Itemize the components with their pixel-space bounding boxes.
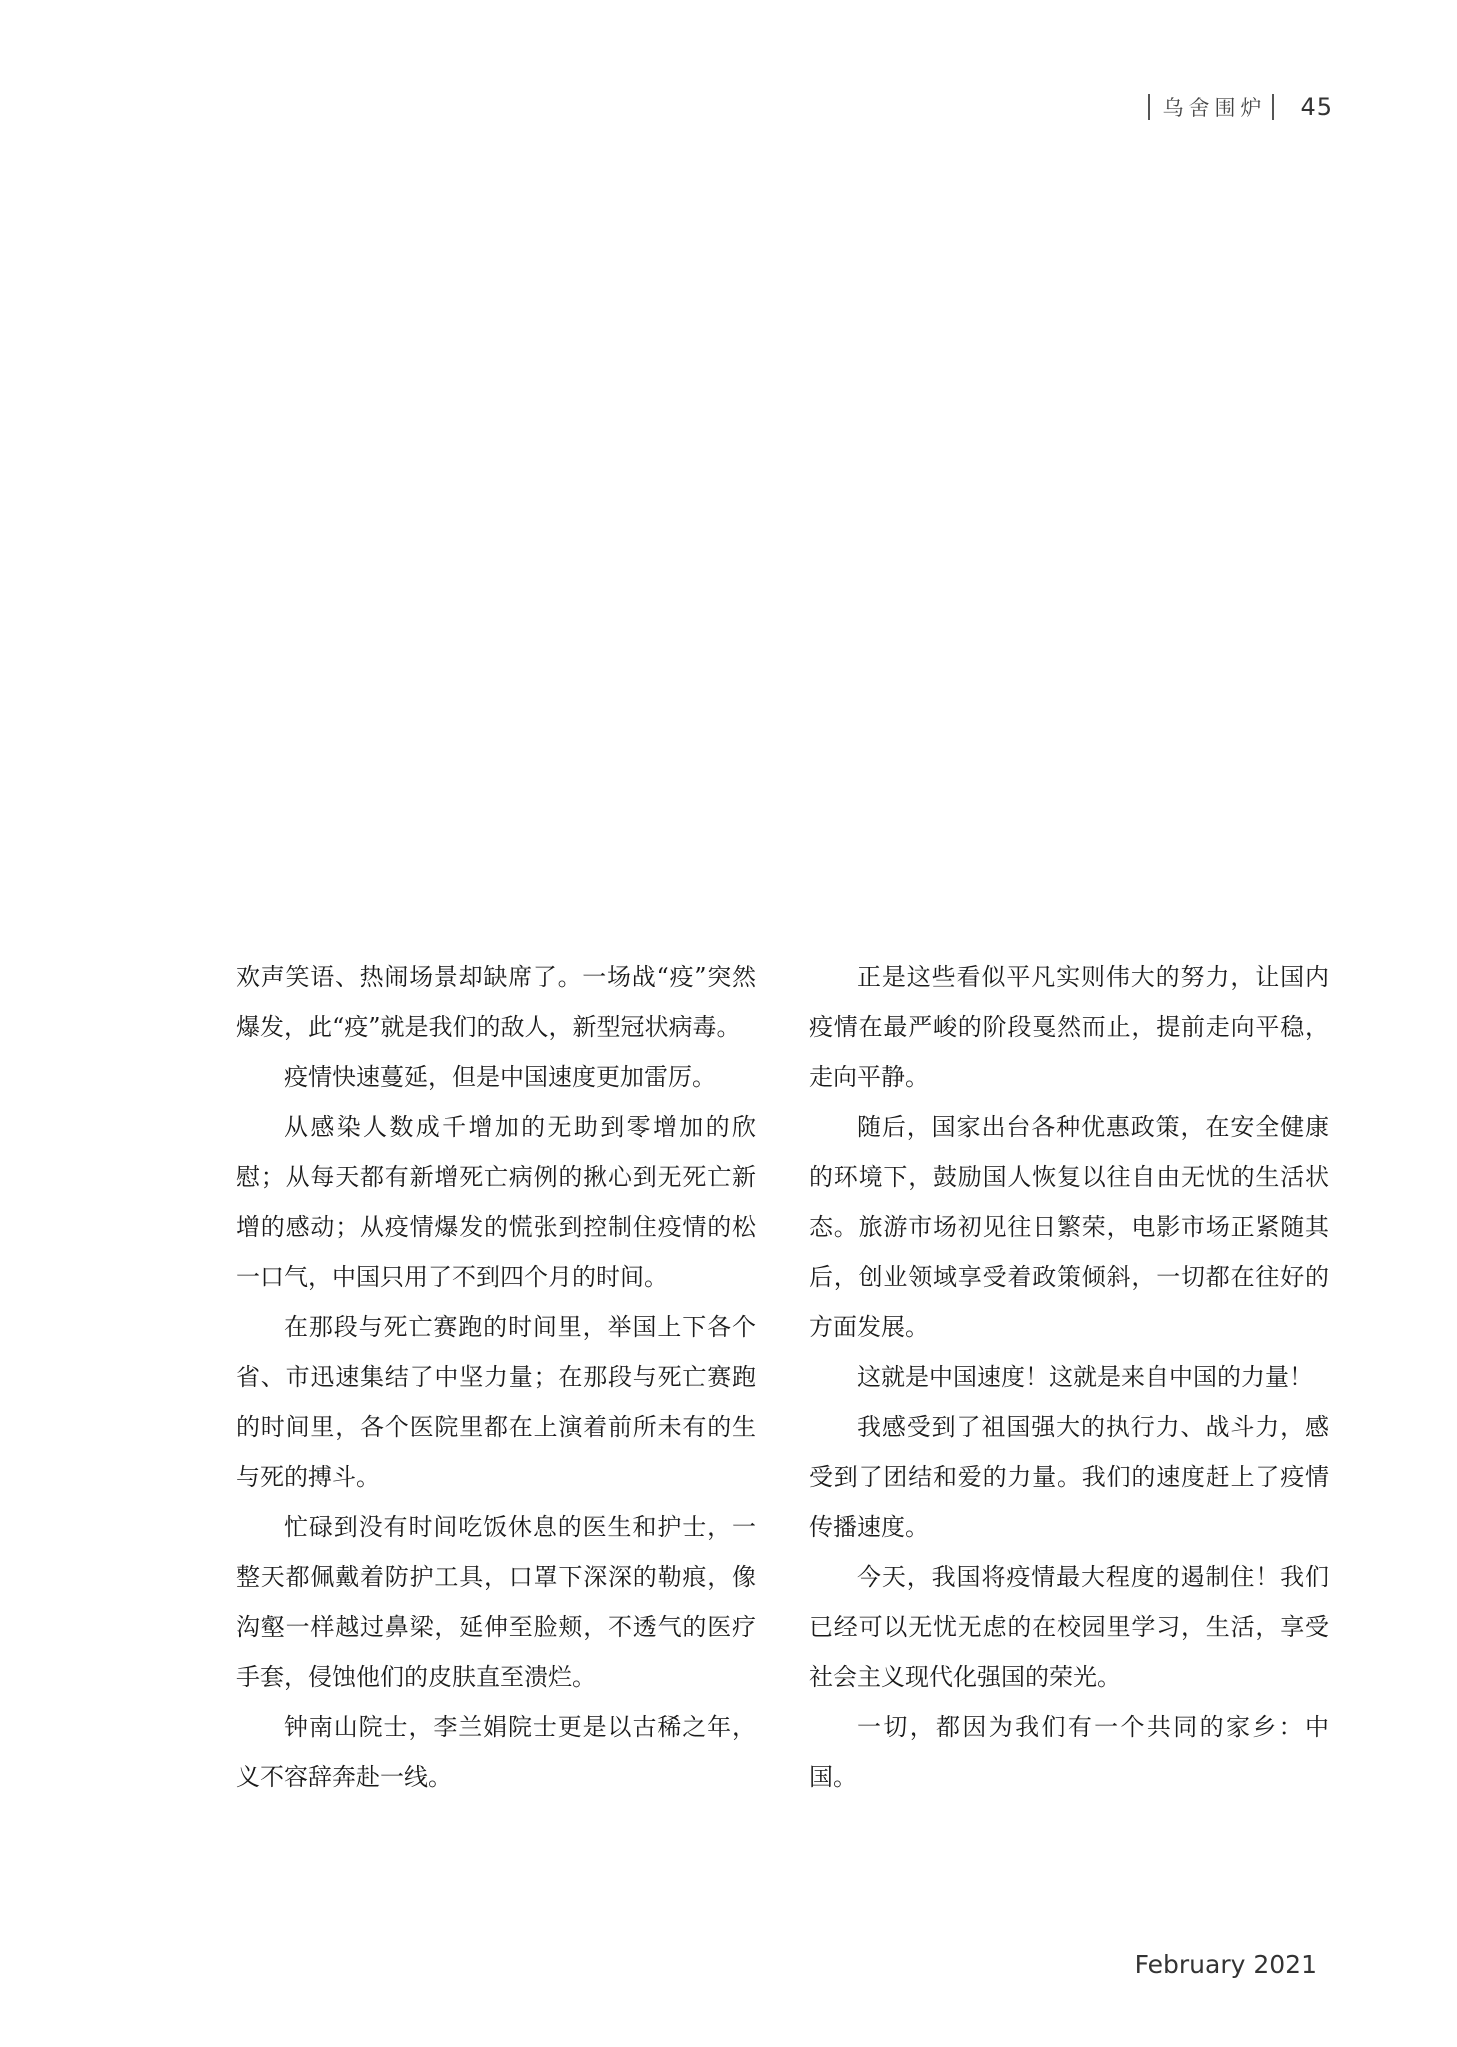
right-text-column bbox=[809, 952, 1329, 1802]
paragraph: 我感受到了祖国强大的执行力、战斗力，感受到了团结和爱的力量。我们的速度赶上了疫情传播速度。 bbox=[809, 1413, 1329, 1541]
paragraph: 随后，国家出台各种优惠政策，在安全健康的环境下，鼓励国人恢复以往自由无忧的生活状态。旅游市场初见往日繁荣，电影市场正紧随其后，创业领域享受着政策倾斜，一切都在往好的方面发展。 bbox=[809, 1113, 1329, 1341]
footer-date: February 2021 bbox=[1134, 1950, 1317, 1979]
page-header bbox=[1148, 92, 1333, 122]
paragraph: 疫情快速蔓延，但是中国速度更加雷厉。 bbox=[284, 1063, 716, 1091]
left-text-column bbox=[236, 952, 756, 1802]
paragraph: 欢声笑语、热闹场景却缺席了。一场战“疫”突然爆发，此“疫”就是我们的敌人，新型冠状病毒。 bbox=[236, 963, 756, 1041]
page-number: 45 bbox=[1300, 93, 1333, 121]
paragraph: 忙碌到没有时间吃饭休息的医生和护士，一整天都佩戴着防护工具，口罩下深深的勒痕，像沟壑一样越过鼻梁，延伸至脸颊，不透气的医疗手套，侵蚀他们的皮肤直至溃烂。 bbox=[236, 1513, 756, 1691]
paragraph: 今天，我国将疫情最大程度的遏制住！我们已经可以无忧无虑的在校园里学习，生活，享受社会主义现代化强国的荣光。 bbox=[809, 1563, 1329, 1691]
paragraph: 从感染人数成千增加的无助到零增加的欣慰；从每天都有新增死亡病例的揪心到无死亡新增的感动；从疫情爆发的慌张到控制住疫情的松一口气，中国只用了不到四个月的时间。 bbox=[236, 1113, 756, 1291]
header-divider-right bbox=[1272, 94, 1274, 120]
paragraph: 钟南山院士，李兰娟院士更是以古稀之年，义不容辞奔赴一线。 bbox=[236, 1713, 756, 1791]
paragraph: 这就是中国速度！这就是来自中国的力量！ bbox=[857, 1363, 1313, 1391]
paragraph: 在那段与死亡赛跑的时间里，举国上下各个省、市迅速集结了中坚力量；在那段与死亡赛跑的时间里，各个医院里都在上演着前所未有的生与死的搏斗。 bbox=[236, 1313, 756, 1491]
section-title: 乌舍围炉 bbox=[1162, 96, 1267, 120]
paragraph: 一切，都因为我们有一个共同的家乡：中国。 bbox=[809, 1713, 1329, 1791]
paragraph: 正是这些看似平凡实则伟大的努力，让国内疫情在最严峻的阶段戛然而止，提前走向平稳，走向平静。 bbox=[809, 963, 1329, 1091]
